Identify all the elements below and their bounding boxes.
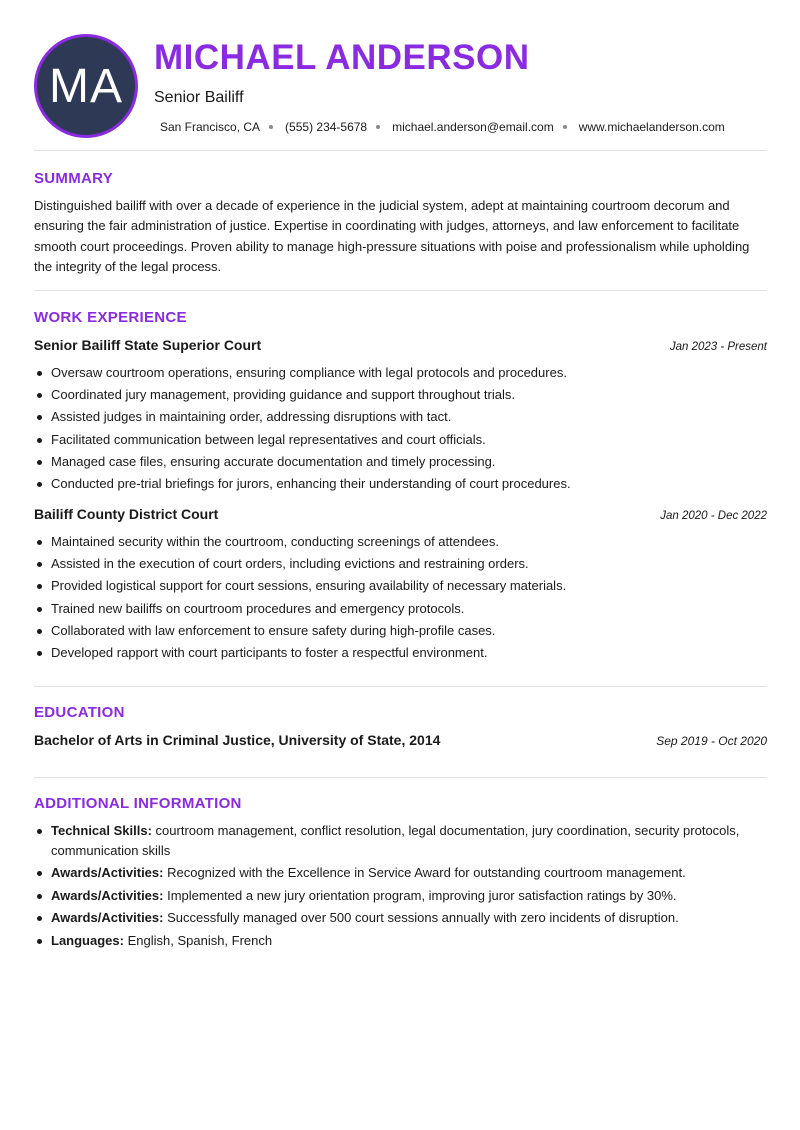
resume-header <box>34 34 767 138</box>
divider <box>34 777 767 778</box>
contact-email[interactable]: michael.anderson@email.com <box>392 120 554 134</box>
list-item: Assisted judges in maintaining order, addressing disruptions with tact. <box>34 406 767 428</box>
list-item <box>34 931 767 951</box>
list-item: Conducted pre-trial briefings for jurors, enhancing their understanding of court procedures. <box>34 473 767 495</box>
divider <box>34 686 767 687</box>
item-text: Successfully managed over 500 court sessions annually with zero incidents of disruption. <box>167 910 679 925</box>
contact-phone: (555) 234-5678 <box>285 120 368 134</box>
item-text: English, Spanish, French <box>127 932 273 948</box>
list-item: Oversaw courtroom operations, ensuring compliance with legal protocols and procedures. <box>34 362 767 384</box>
work-experience-heading: WORK EXPERIENCE <box>34 309 187 326</box>
list-item: Collaborated with law enforcement to ensure safety during high-profile cases. <box>34 620 767 642</box>
divider <box>34 290 767 291</box>
summary-text: Distinguished bailiff with over a decade of experience in the judicial system, adept at maintaining courtroom decorum and ensuring the fair administration of justice. Expertise in coordinating with judges, attorneys, and law enforcement to facilitate smooth court proceedings. Proven ability to manage high-pressure situations with poise and professionalism while upholding the integrity of the legal process. <box>34 198 750 274</box>
separator-dot-icon <box>563 125 567 129</box>
contact-location: San Francisco, CA <box>160 120 261 134</box>
list-item: Maintained security within the courtroom, conducting screenings of attendees. <box>34 531 767 553</box>
item-label: Awards/Activities: <box>51 910 164 925</box>
item-text: courtroom management, conflict resolution, legal documentation, jury coordination, security protocols, communication skills <box>51 823 740 858</box>
separator-dot-icon <box>376 125 380 129</box>
education-heading: EDUCATION <box>34 704 125 721</box>
list-item: Developed rapport with court participants to foster a respectful environment. <box>34 642 767 664</box>
list-item: Trained new bailiffs on courtroom procedures and emergency protocols. <box>34 598 767 620</box>
list-item: Managed case files, ensuring accurate documentation and timely processing. <box>34 451 767 473</box>
item-label: Languages: <box>51 932 124 948</box>
avatar-initials: MA <box>49 59 123 113</box>
education-dates: Sep 2019 - Oct 2020 <box>656 734 767 748</box>
item-text: Recognized with the Excellence in Service Award for outstanding courtroom management. <box>167 865 686 880</box>
list-item: Provided logistical support for court sessions, ensuring availability of necessary materials. <box>34 575 767 597</box>
education-degree: Bachelor of Arts in Criminal Justice, University of State, 2014 <box>34 732 441 748</box>
job-dates: Jan 2023 - Present <box>669 341 767 353</box>
list-item <box>34 908 767 928</box>
job-entry <box>34 337 767 495</box>
contact-website[interactable]: www.michaelanderson.com <box>578 120 725 134</box>
item-label: Technical Skills: <box>51 823 152 838</box>
list-item: Facilitated communication between legal representatives and court officials. <box>34 429 767 451</box>
item-label: Awards/Activities: <box>51 865 164 880</box>
avatar <box>34 34 138 138</box>
education-entry <box>34 732 767 748</box>
list-item <box>34 863 767 883</box>
job-title: Bailiff County District Court <box>34 506 219 522</box>
item-label: Awards/Activities: <box>51 887 164 903</box>
list-item <box>34 886 767 906</box>
candidate-title: Senior Bailiff <box>154 89 244 106</box>
summary-heading: SUMMARY <box>34 170 114 187</box>
additional-information-list <box>34 821 767 953</box>
item-text: Implemented a new jury orientation program, improving juror satisfaction ratings by 30%. <box>167 887 677 903</box>
divider <box>34 150 767 151</box>
candidate-name: MICHAEL ANDERSON <box>154 38 530 77</box>
separator-dot-icon <box>269 125 273 129</box>
job-entry <box>34 506 767 664</box>
contact-bar <box>160 120 725 134</box>
additional-information-heading: ADDITIONAL INFORMATION <box>34 795 242 812</box>
list-item: Coordinated jury management, providing guidance and support throughout trials. <box>34 384 767 406</box>
list-item <box>34 821 767 860</box>
list-item: Assisted in the execution of court orders, including evictions and restraining orders. <box>34 553 767 575</box>
job-title: Senior Bailiff State Superior Court <box>34 337 262 353</box>
job-dates: Jan 2020 - Dec 2022 <box>660 510 767 522</box>
